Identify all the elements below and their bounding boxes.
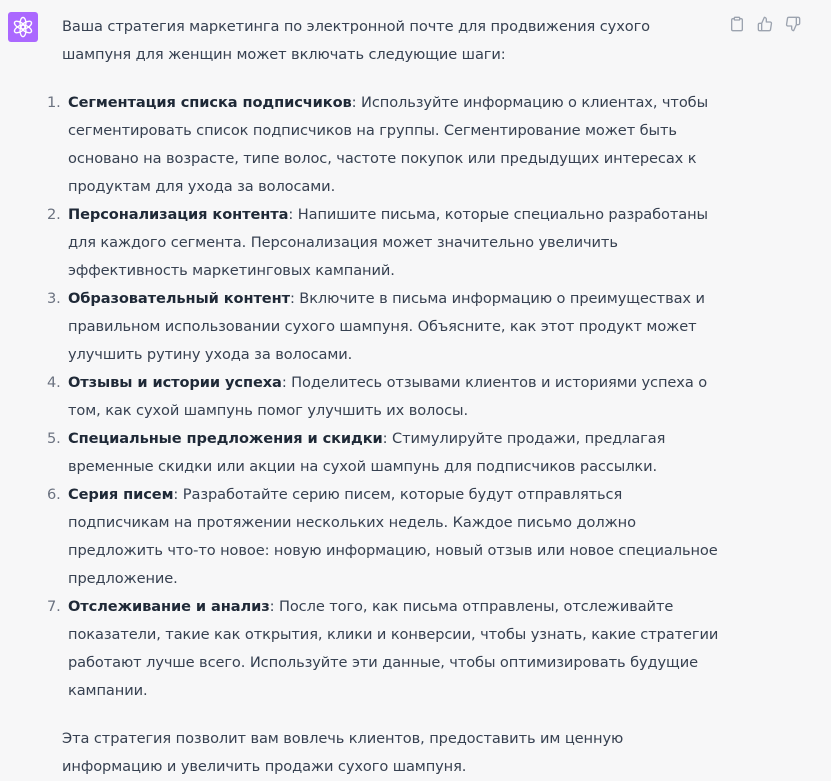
step-title: Серия писем (68, 486, 174, 503)
step-text: : Напишите письма, которые специально разработаны для каждого сегмента. Персонализация может значительно увеличить эффективность маркетинговых кампаний. (68, 206, 708, 279)
list-number: 7. (47, 598, 61, 615)
step-text: : Стимулируйте продажи, предлагая временные скидки или акции на сухой шампунь для подписчиков рассылки. (68, 430, 666, 475)
list-number: 4. (47, 374, 61, 391)
step-title: Сегментация списка подписчиков (68, 94, 352, 111)
step-text: : После того, как письма отправлены, отслеживайте показатели, такие как открытия, клики и конверсии, чтобы узнать, какие стратегии работают лучше всего. Используйте эти данные, чтобы оптимизировать будущие кампании. (68, 598, 719, 699)
like-button[interactable] (756, 15, 773, 32)
list-item (47, 593, 722, 705)
list-number: 1. (47, 94, 61, 111)
steps-list (47, 89, 722, 705)
step-text: : Используйте информацию о клиентах, чтобы сегментировать список подписчиков на группы. Сегментирование может быть основано на возрасте, типе волос, частоте покупок или предыдущих интересах к продуктам для ухода за волосами. (68, 94, 708, 195)
list-item (47, 89, 722, 201)
list-item (47, 285, 722, 369)
thumbs-down-icon (785, 16, 801, 32)
step-title: Отслеживание и анализ (68, 598, 270, 615)
step-text: : Поделитесь отзывами клиентов и историями успеха о том, как сухой шампунь помог улучшить их волосы. (68, 374, 708, 419)
list-number: 2. (47, 206, 61, 223)
intro-paragraph: Ваша стратегия маркетинга по электронной почте для продвижения сухого шампуня для женщин может включать следующие шаги: (62, 18, 650, 63)
step-text: : Разработайте серию писем, которые будут отправляться подписчикам на протяжении нескольких недель. Каждое письмо должно предложить что-то новое: новую информацию, новый отзыв или новое специальное предложение. (68, 486, 718, 587)
message-actions (728, 15, 801, 32)
assistant-logo-icon (12, 16, 34, 38)
dislike-button[interactable] (784, 15, 801, 32)
step-title: Персонализация контента (68, 206, 289, 223)
outro-paragraph: Эта стратегия позволит вам вовлечь клиентов, предоставить им ценную информацию и увеличить продажи сухого шампуня. (62, 730, 624, 775)
clipboard-icon (729, 16, 745, 32)
list-number: 3. (47, 290, 61, 307)
list-number: 5. (47, 430, 61, 447)
list-number: 6. (47, 486, 61, 503)
list-item (47, 481, 722, 593)
step-text: : Включите в письма информацию о преимуществах и правильном использовании сухого шампуня. Объясните, как этот продукт может улучшить рутину ухода за волосами. (68, 290, 705, 363)
list-item (47, 201, 722, 285)
list-item (47, 425, 722, 481)
copy-button[interactable] (728, 15, 745, 32)
step-title: Образовательный контент (68, 290, 290, 307)
step-title: Отзывы и истории успеха (68, 374, 282, 391)
message-content (47, 13, 722, 781)
thumbs-up-icon (757, 16, 773, 32)
assistant-avatar (8, 12, 38, 42)
step-title: Специальные предложения и скидки (68, 430, 383, 447)
list-item (47, 369, 722, 425)
